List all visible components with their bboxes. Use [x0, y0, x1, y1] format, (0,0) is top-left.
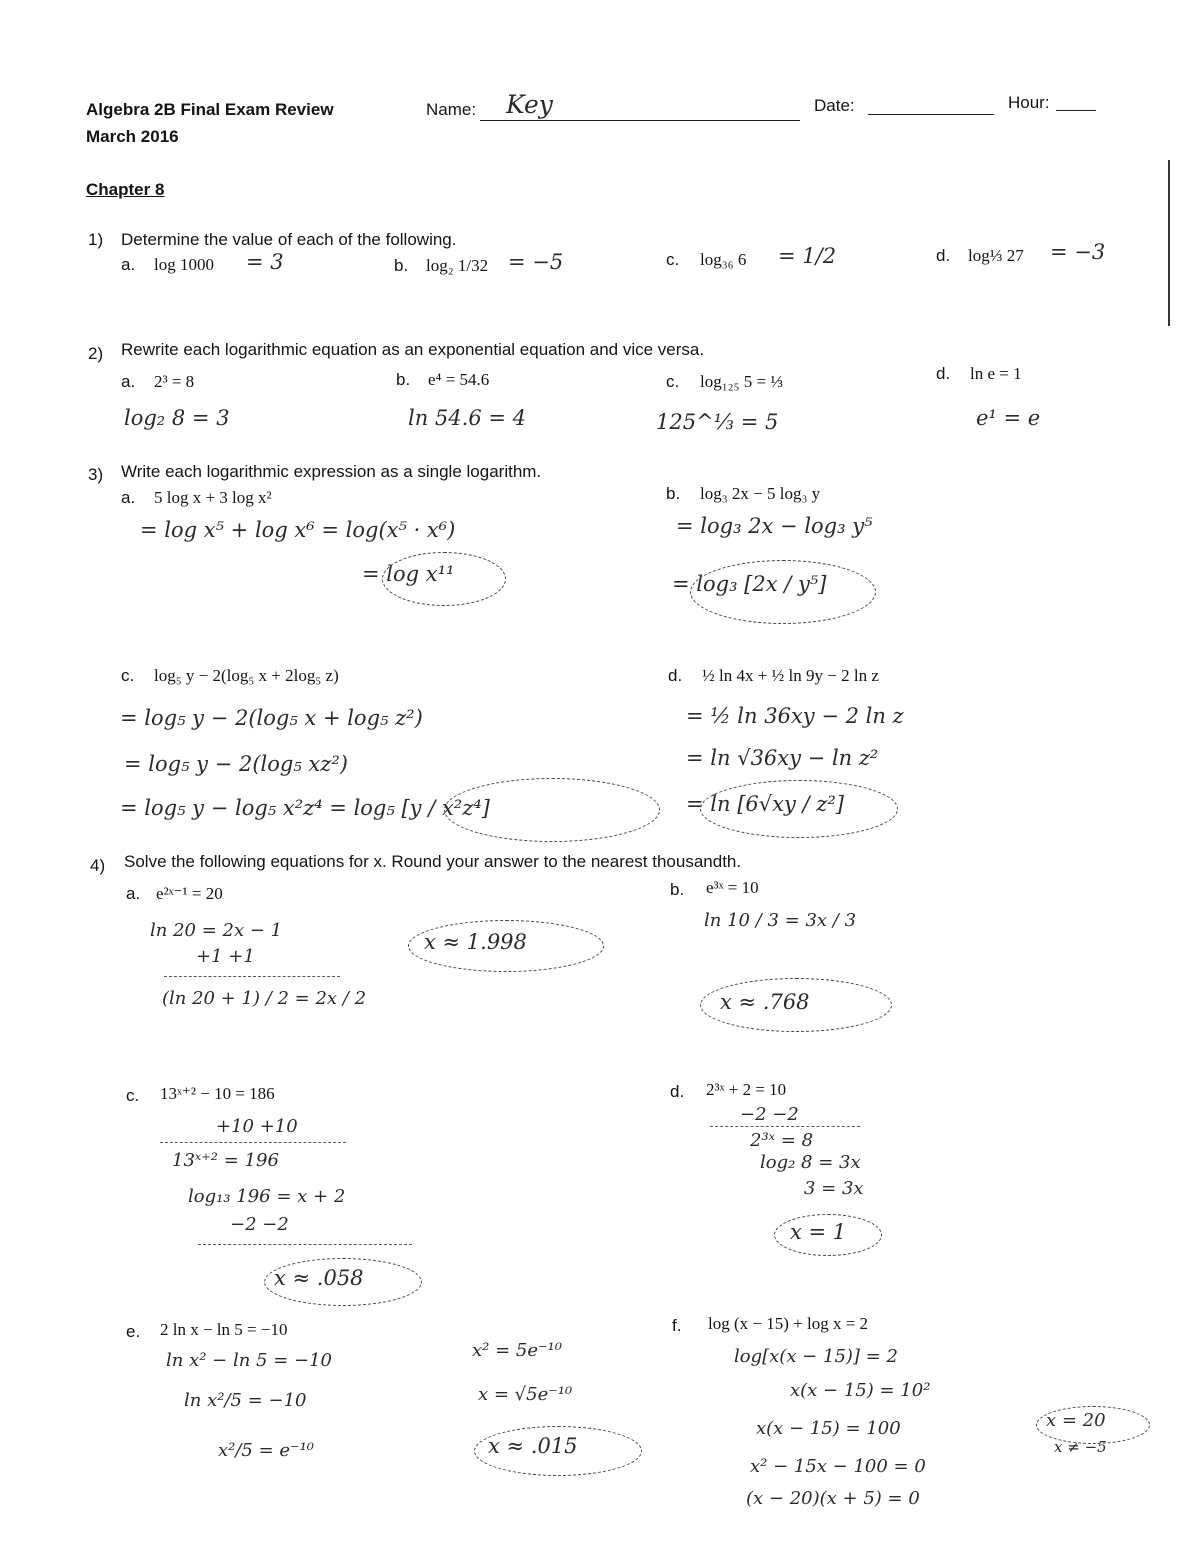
q1c-answer: = 1/2 [778, 244, 837, 268]
q3d-answer-circle [700, 780, 898, 838]
q3a-label: a. [121, 488, 136, 507]
q4c-work4: −2 −2 [230, 1214, 289, 1235]
q4d-answer-circle [774, 1214, 882, 1256]
q4b-answer: x ≈ .768 [720, 990, 810, 1014]
hour-label: Hour: [1008, 93, 1050, 112]
q3c-work1: = log₅ y − 2(log₅ x + log₅ z²) [120, 706, 423, 730]
q3d-work3: = ln [6√xy / z²] [686, 792, 844, 816]
q4c-answer: x ≈ .058 [274, 1266, 364, 1290]
q2b-answer: ln 54.6 = 4 [408, 406, 526, 430]
chapter-heading: Chapter 8 [86, 180, 165, 199]
q3b-answer-circle [690, 560, 876, 624]
q1d-label: d. [936, 246, 951, 265]
q4f-rejected-root: x ≠ −5 [1054, 1438, 1107, 1456]
q4f-answer-circle [1036, 1406, 1150, 1444]
q4b-answer-circle [700, 978, 892, 1032]
q2c-expr: log₁₂₅ 5 = ⅓ [700, 372, 784, 391]
q3b-work2: = log₃ [2x / y⁵] [672, 572, 827, 596]
q4d-answer: x = 1 [790, 1220, 847, 1244]
q4c-rule2 [198, 1244, 412, 1245]
q1b-expr: log₂ 1/32 [426, 256, 489, 275]
q4f-expr: log (x − 15) + log x = 2 [708, 1314, 869, 1333]
q4b-expr: e³ˣ = 10 [706, 878, 759, 897]
q3d-expr: ½ ln 4x + ½ ln 9y − 2 ln z [702, 666, 879, 685]
q3a-work1: = log x⁵ + log x⁶ = log(x⁵ · x⁶) [140, 518, 456, 542]
q4f-work2: x(x − 15) = 10² [790, 1380, 931, 1401]
q3b-expr: log₃ 2x − 5 log₃ y [700, 484, 821, 503]
q3d-work2: = ln √36xy − ln z² [686, 746, 879, 770]
q4f-work5: (x − 20)(x + 5) = 0 [746, 1488, 920, 1509]
title-line1: Algebra 2B Final Exam Review [86, 100, 334, 119]
q3d-work1: = ½ ln 36xy − 2 ln z [686, 704, 904, 728]
name-label: Name: [426, 100, 477, 119]
q4c-rule1 [160, 1142, 346, 1143]
q4e-work2: ln x²/5 = −10 [184, 1390, 307, 1411]
q3c-work2: = log₅ y − 2(log₅ xz²) [124, 752, 348, 776]
q3a-answer-circle [382, 552, 506, 606]
q4c-answer-circle [264, 1258, 422, 1306]
q2d-label: d. [936, 364, 951, 383]
q4a-rule [164, 976, 340, 977]
q4-number: 4) [90, 856, 106, 875]
q4b-work1: ln 10 / 3 = 3x / 3 [704, 910, 857, 931]
q4a-label: a. [126, 884, 141, 903]
q4d-work2: 2³ˣ = 8 [750, 1130, 814, 1151]
q4e-answer: x ≈ .015 [488, 1434, 578, 1458]
q2a-answer: log₂ 8 = 3 [124, 406, 230, 430]
q3c-label: c. [121, 666, 135, 685]
q1b-answer: = −5 [508, 250, 564, 274]
hour-underline [1056, 110, 1096, 111]
q3b-work1: = log₃ 2x − log₃ y⁵ [676, 514, 873, 538]
q4d-work1: −2 −2 [740, 1104, 799, 1125]
q4c-work2: 13ˣ⁺² = 196 [172, 1150, 279, 1171]
q2a-expr: 2³ = 8 [154, 372, 195, 391]
q4f-label: f. [672, 1316, 682, 1335]
q4a-work2: +1 +1 [196, 946, 255, 967]
name-underline [480, 120, 800, 121]
q4a-work3: (ln 20 + 1) / 2 = 2x / 2 [162, 988, 367, 1009]
q3b-label: b. [666, 484, 681, 503]
q3c-work3: = log₅ y − log₅ x²z⁴ = log₅ [y / x²z⁴] [120, 796, 490, 820]
q1b-label: b. [394, 256, 409, 275]
q4e-work1: ln x² − ln 5 = −10 [166, 1350, 332, 1371]
date-underline [868, 114, 994, 115]
name-value: Key [506, 90, 553, 119]
q4c-expr: 13ˣ⁺² − 10 = 186 [160, 1084, 275, 1103]
q2d-expr: ln e = 1 [970, 364, 1022, 383]
q4d-expr: 2³ˣ + 2 = 10 [706, 1080, 787, 1099]
q4d-rule [710, 1126, 860, 1127]
q4a-work1: ln 20 = 2x − 1 [150, 920, 283, 941]
q4e-work5: x = √5e⁻¹⁰ [478, 1384, 573, 1405]
q1c-label: c. [666, 250, 680, 269]
q4e-work3: x²/5 = e⁻¹⁰ [218, 1440, 314, 1461]
q1a-expr: log 1000 [154, 255, 214, 274]
q3c-answer-circle [444, 778, 660, 842]
q1d-answer: = −3 [1050, 240, 1106, 264]
q4a-expr: e²ˣ⁻¹ = 20 [156, 884, 223, 903]
q1d-expr: log⅓ 27 [968, 246, 1024, 265]
q1c-expr: log₃₆ 6 [700, 250, 747, 269]
q2b-expr: e⁴ = 54.6 [428, 370, 490, 389]
q3d-label: d. [668, 666, 683, 685]
q2-prompt: Rewrite each logarithmic equation as an exponential equation and vice versa. [121, 340, 705, 359]
q4-prompt: Solve the following equations for x. Round your answer to the nearest thousandth. [124, 852, 742, 871]
q4f-work3: x(x − 15) = 100 [756, 1418, 901, 1439]
q2a-label: a. [121, 372, 136, 391]
q3-number: 3) [88, 465, 104, 484]
q4f-answer: x = 20 [1046, 1410, 1106, 1431]
q4e-expr: 2 ln x − ln 5 = −10 [160, 1320, 288, 1339]
q4a-answer: x ≈ 1.998 [424, 930, 527, 954]
q4e-label: e. [126, 1322, 141, 1341]
q3c-expr: log₅ y − 2(log₅ x + 2log₅ z) [154, 666, 339, 685]
q2c-answer: 125^⅓ = 5 [656, 410, 779, 434]
q4e-answer-circle [474, 1426, 642, 1476]
q4e-work4: x² = 5e⁻¹⁰ [472, 1340, 562, 1361]
q4f-work4: x² − 15x − 100 = 0 [750, 1456, 926, 1477]
q1a-answer: = 3 [246, 250, 284, 274]
q4f-work1: log[x(x − 15)] = 2 [734, 1346, 898, 1367]
q4d-label: d. [670, 1082, 685, 1101]
q4d-work3: log₂ 8 = 3x [760, 1152, 861, 1173]
q4c-work1: +10 +10 [216, 1116, 298, 1137]
scan-edge-line [1168, 160, 1170, 326]
date-label: Date: [814, 96, 855, 115]
q1-prompt: Determine the value of each of the following. [121, 230, 457, 249]
q2-number: 2) [88, 344, 104, 363]
q2b-label: b. [396, 370, 411, 389]
q3-prompt: Write each logarithmic expression as a single logarithm. [121, 462, 542, 481]
q3a-work2: = log x¹¹ [362, 562, 455, 586]
q2c-label: c. [666, 372, 680, 391]
q3a-expr: 5 log x + 3 log x² [154, 488, 272, 507]
q4c-work3: log₁₃ 196 = x + 2 [188, 1186, 346, 1207]
q1a-label: a. [121, 255, 136, 274]
q4b-label: b. [670, 880, 685, 899]
q4a-answer-circle [408, 920, 604, 972]
q1-number: 1) [88, 230, 104, 249]
q4c-label: c. [126, 1086, 140, 1105]
title-line2: March 2016 [86, 127, 179, 146]
q4d-work4: 3 = 3x [804, 1178, 864, 1199]
q2d-answer: e¹ = e [976, 406, 1041, 430]
